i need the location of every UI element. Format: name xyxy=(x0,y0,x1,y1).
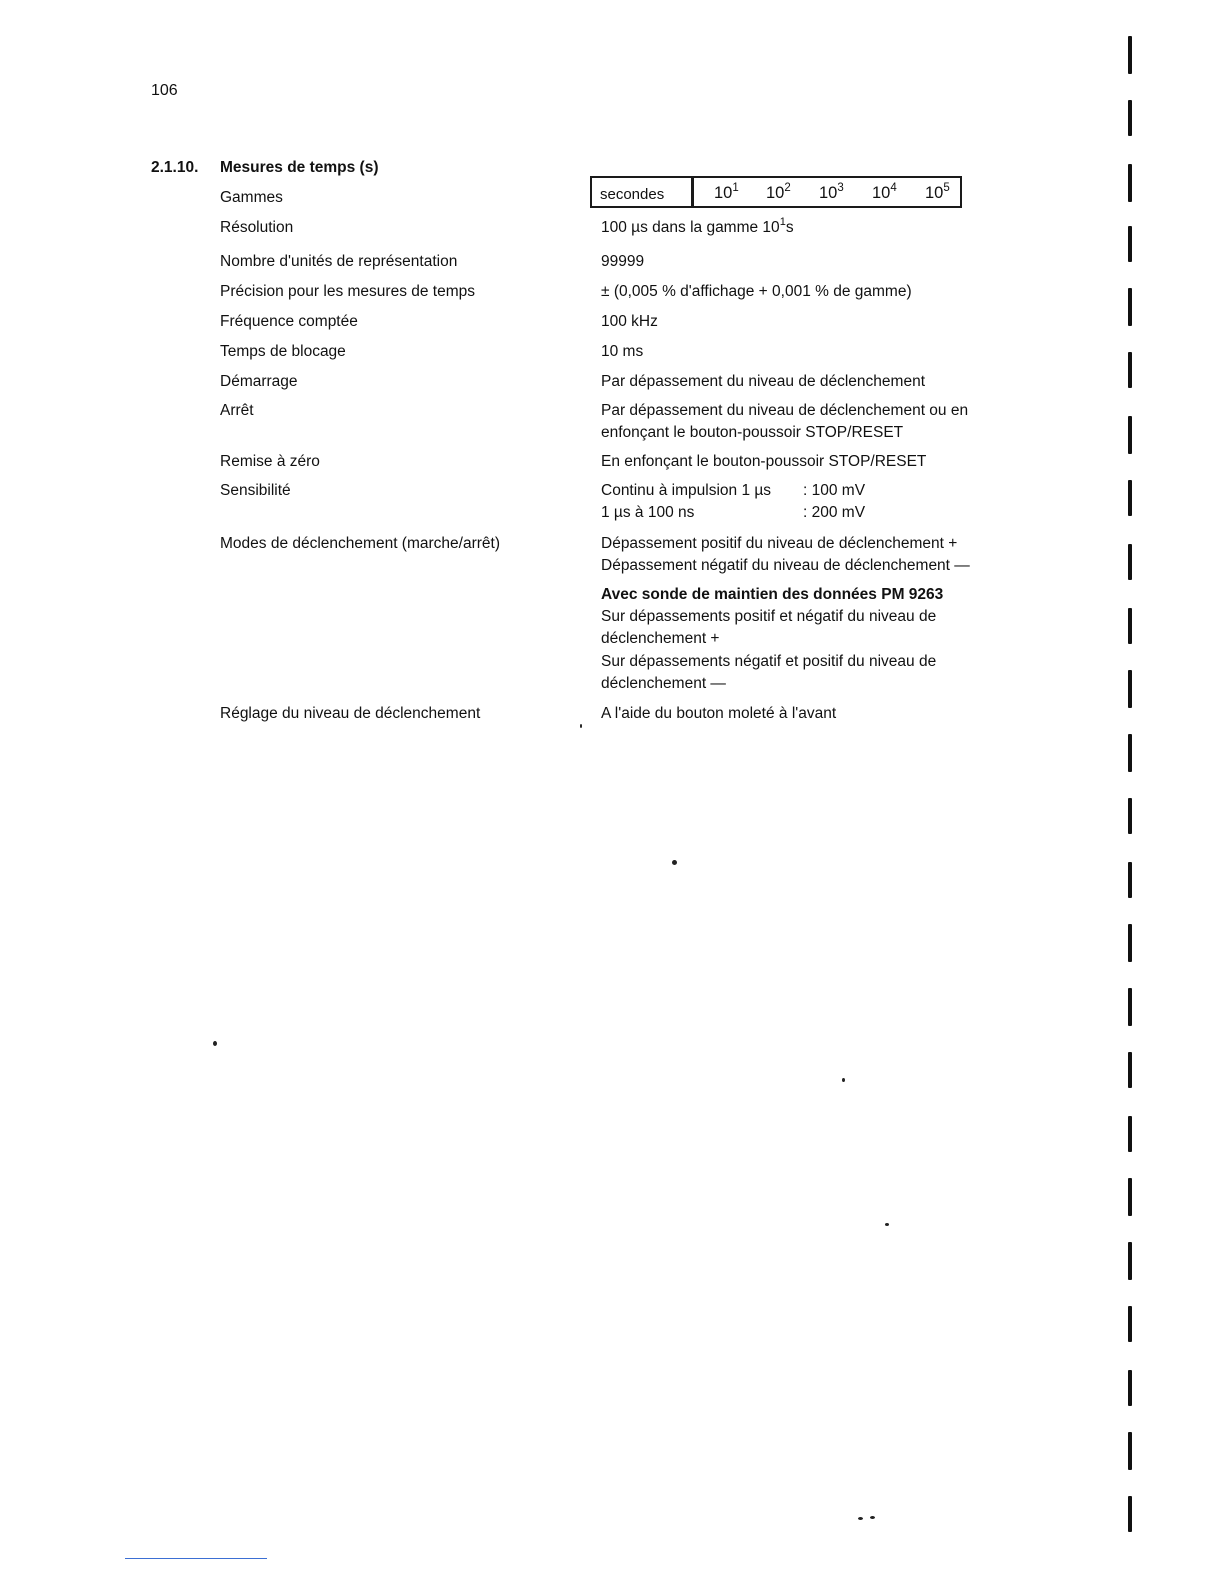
range-1: $10^1$ xyxy=(714,182,739,202)
resolution-label: Résolution xyxy=(220,219,294,236)
precision-value: ± (0,005 % d'affichage + 0,001 % de gamme) xyxy=(601,283,912,300)
modes-line1: Dépassement positif du niveau de déclenchement + xyxy=(601,535,958,552)
footer-rule xyxy=(125,1558,267,1559)
probe-line1: Sur dépassements positif et négatif du niveau de xyxy=(601,608,937,625)
probe-line4: déclenchement — xyxy=(601,675,726,692)
sensibilite-row2-value: : 200 mV xyxy=(803,504,866,521)
section-number: 2.1.10. xyxy=(151,159,199,176)
ranges-box xyxy=(590,176,962,208)
demarrage-label: Démarrage xyxy=(220,373,298,390)
probe-line3: Sur dépassements négatif et positif du niveau de xyxy=(601,653,937,670)
range-3: $10^3$ xyxy=(819,182,844,202)
arret-value-line1: Par dépassement du niveau de déclenchement ou en xyxy=(601,402,969,419)
sensibilite-label: Sensibilité xyxy=(220,482,291,499)
range-unit: secondes xyxy=(592,178,694,206)
demarrage-value: Par dépassement du niveau de déclenchement xyxy=(601,373,925,390)
arret-value-line2: enfonçant le bouton-poussoir STOP/RESET xyxy=(601,424,904,441)
probe-line2: déclenchement + xyxy=(601,630,720,647)
probe-heading: Avec sonde de maintien des données PM 9263 xyxy=(601,586,944,603)
modes-label: Modes de déclenchement (marche/arrêt) xyxy=(220,535,500,552)
range-4: $10^4$ xyxy=(872,182,897,202)
frequence-label: Fréquence comptée xyxy=(220,313,358,330)
sensibilite-row1-value: : 100 mV xyxy=(803,482,866,499)
nombre-label: Nombre d'unités de représentation xyxy=(220,253,458,270)
blocage-value: 10 ms xyxy=(601,343,644,360)
blocage-label: Temps de blocage xyxy=(220,343,346,360)
precision-label: Précision pour les mesures de temps xyxy=(220,283,476,300)
page-number: 106 xyxy=(151,82,178,99)
section-title: Mesures de temps (s) xyxy=(220,159,379,176)
reglage-label: Réglage du niveau de déclenchement xyxy=(220,705,481,722)
modes-line2: Dépassement négatif du niveau de déclenchement — xyxy=(601,557,970,574)
gammes-label: Gammes xyxy=(220,189,283,206)
resolution-value: 100 µs dans la gamme $10^1s$ xyxy=(601,216,794,236)
range-5: $10^5$ xyxy=(925,182,950,202)
remise-value: En enfonçant le bouton-poussoir STOP/RESET xyxy=(601,453,927,470)
frequence-value: 100 kHz xyxy=(601,313,658,330)
remise-label: Remise à zéro xyxy=(220,453,320,470)
arret-label: Arrêt xyxy=(220,402,254,419)
sensibilite-row2-range: 1 µs à 100 ns xyxy=(601,504,695,521)
reglage-value: A l'aide du bouton moleté à l'avant xyxy=(601,705,837,722)
sensibilite-row1-range: Continu à impulsion 1 µs xyxy=(601,482,772,499)
range-2: $10^2$ xyxy=(766,182,791,202)
nombre-value: 99999 xyxy=(601,253,645,270)
